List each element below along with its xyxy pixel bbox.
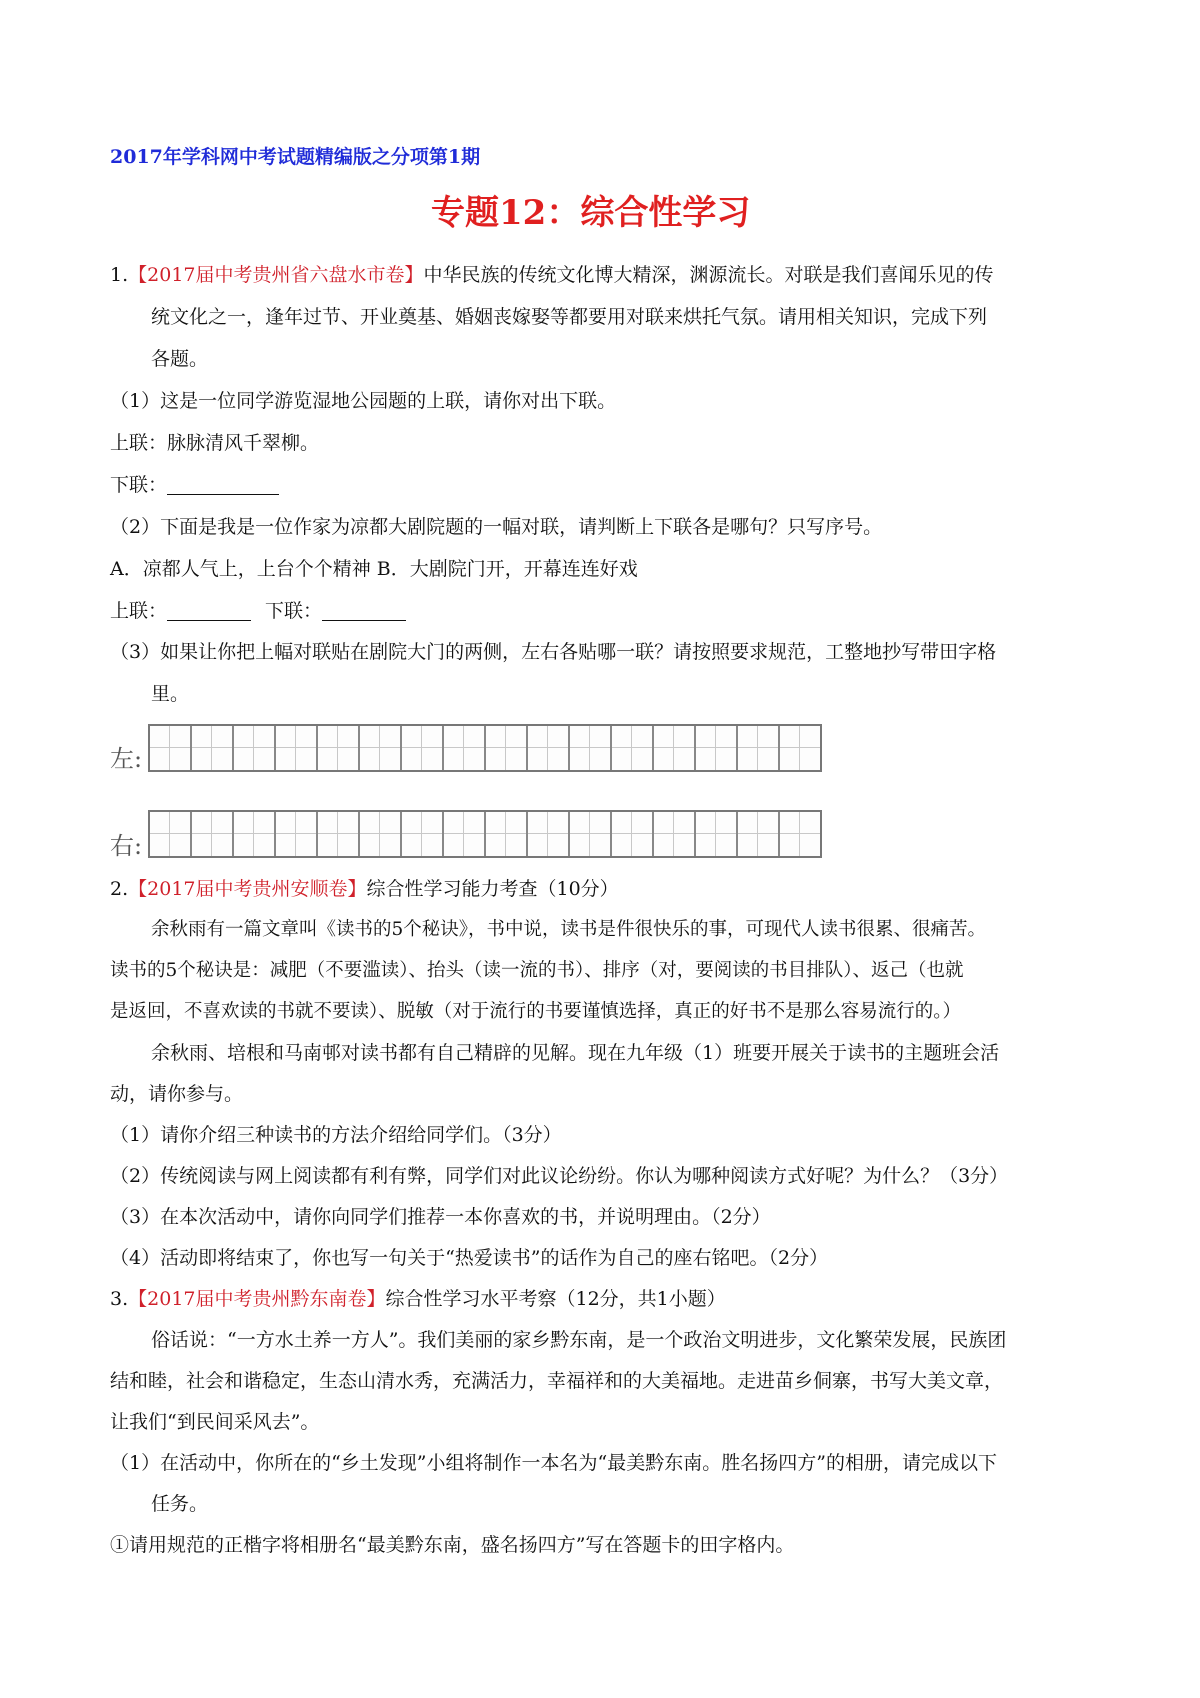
grid-cell[interactable] <box>402 726 444 770</box>
grid-cell[interactable] <box>696 812 738 856</box>
grid-cell[interactable] <box>528 812 570 856</box>
grid-cell[interactable] <box>150 726 192 770</box>
question-number: 3. <box>110 1288 129 1310</box>
grid-cell[interactable] <box>612 726 654 770</box>
grid-cell[interactable] <box>612 812 654 856</box>
q2-para1-line2: 读书的5个秘诀是：减肥（不要滥读）、抬头（读一流的书）、排序（对，要阅读的书目排队）、返己（也就 <box>110 960 964 981</box>
grid-left-label: 左: <box>110 745 143 773</box>
grid-cell[interactable] <box>444 726 486 770</box>
grid-cell[interactable] <box>780 812 820 856</box>
q1-part1: （1）这是一位同学游览湿地公园题的上联，请你对出下联。 <box>110 390 617 412</box>
tianzige-grid-left[interactable] <box>148 724 822 772</box>
q1-part2: （2）下面是我是一位作家为凉都大剧院题的一幅对联，请判断上下联各是哪句？只写序号。 <box>110 516 883 538</box>
question-1-line1 <box>110 266 994 285</box>
question-number: 2. <box>110 878 129 900</box>
grid-cell[interactable] <box>192 726 234 770</box>
q2-part3: （3）在本次活动中，请你向同学们推荐一本你喜欢的书，并说明理由。（2分） <box>110 1206 771 1228</box>
q3-sub1: ①请用规范的正楷字将相册名“最美黔东南，盛名扬四方”写在答题卡的田字格内。 <box>110 1534 795 1556</box>
grid-cell[interactable] <box>486 726 528 770</box>
grid-cell[interactable] <box>570 812 612 856</box>
answer-blank-shang[interactable] <box>167 602 251 621</box>
question-1-line2: 统文化之一，逢年过节、开业奠基、婚姻丧嫁娶等都要用对联来烘托气氛。请用相关知识，完成下列 <box>151 306 988 328</box>
q2-part4: （4）活动即将结束了，你也写一句关于“热爱读书”的话作为自己的座右铭吧。（2分） <box>110 1247 829 1269</box>
grid-cell[interactable] <box>234 812 276 856</box>
q1-shanglian: 上联：脉脉清风千翠柳。 <box>110 432 320 454</box>
q2-part2: （2）传统阅读与网上阅读都有利有弊，同学们对此议论纷纷。你认为哪种阅读方式好呢？为什么？（3分） <box>110 1165 1009 1187</box>
answer-shang-label: 上联： <box>110 600 168 622</box>
q2-para2-line2: 动，请你参与。 <box>110 1083 244 1105</box>
page-title: 专题12：综合性学习 <box>431 193 751 233</box>
question-number: 1. <box>110 264 129 286</box>
grid-cell[interactable] <box>528 726 570 770</box>
answer-xia-label: 下联： <box>265 600 323 622</box>
q2-para1-line3: 是返回，不喜欢读的书就不要读）、脱敏（对于流行的书要谨慎选择，真正的好书不是那么容易流行的。） <box>110 1001 962 1022</box>
question-source: 【2017届中考贵州安顺卷】 <box>128 878 367 900</box>
grid-cell[interactable] <box>318 726 360 770</box>
q2-para1-line1: 余秋雨有一篇文章叫《读书的5个秘诀》，书中说，读书是件很快乐的事，可现代人读书很累、很痛苦。 <box>151 919 987 940</box>
series-heading: 2017年学科网中考试题精编版之分项第1期 <box>110 146 481 168</box>
q1-options: A．凉都人气上，上台个个精神 B．大剧院门开，开幕连连好戏 <box>110 558 638 580</box>
grid-cell[interactable] <box>276 812 318 856</box>
question-stem: 综合性学习水平考察（12分，共1小题） <box>385 1288 726 1310</box>
grid-cell[interactable] <box>150 812 192 856</box>
q1-part3-line1: （3）如果让你把上幅对联贴在剧院大门的两侧，左右各贴哪一联？请按照要求规范，工整地抄写带田字格 <box>110 641 997 663</box>
question-3-line1 <box>110 1290 726 1309</box>
question-source: 【2017届中考贵州黔东南卷】 <box>128 1288 386 1310</box>
answer-blank[interactable] <box>167 476 279 495</box>
question-source: 【2017届中考贵州省六盘水市卷】 <box>128 264 424 286</box>
grid-cell[interactable] <box>276 726 318 770</box>
grid-cell[interactable] <box>738 726 780 770</box>
q3-para-line1: 俗话说：“一方水土养一方人”。我们美丽的家乡黔东南，是一个政治文明进步，文化繁荣发展，民族团 <box>151 1329 1007 1351</box>
q2-part1: （1）请你介绍三种读书的方法介绍给同学们。（3分） <box>110 1124 562 1146</box>
grid-cell[interactable] <box>738 812 780 856</box>
question-1-line3: 各题。 <box>151 348 209 370</box>
q2-para2-line1: 余秋雨、培根和马南邨对读书都有自己精辟的见解。现在九年级（1）班要开展关于读书的主题班会活 <box>151 1042 1000 1064</box>
q1-xialian-row <box>110 476 279 495</box>
grid-cell[interactable] <box>444 812 486 856</box>
grid-cell[interactable] <box>780 726 820 770</box>
q3-para-line3: 让我们“到民间采风去”。 <box>110 1411 320 1433</box>
q1-answer-row <box>110 602 406 621</box>
grid-cell[interactable] <box>570 726 612 770</box>
grid-cell[interactable] <box>654 726 696 770</box>
grid-cell[interactable] <box>696 726 738 770</box>
grid-cell[interactable] <box>360 726 402 770</box>
q1-part3-line2: 里。 <box>151 683 190 705</box>
question-stem: 中华民族的传统文化博大精深，渊源流长。对联是我们喜闻乐见的传 <box>423 264 994 286</box>
tianzige-grid-right[interactable] <box>148 810 822 858</box>
q1-xialian-label: 下联： <box>110 474 168 496</box>
question-stem: 综合性学习能力考查（10分） <box>366 878 619 900</box>
grid-cell[interactable] <box>318 812 360 856</box>
grid-cell[interactable] <box>402 812 444 856</box>
grid-cell[interactable] <box>360 812 402 856</box>
q3-part1-line1: （1）在活动中，你所在的“乡土发现”小组将制作一本名为“最美黔东南。胜名扬四方”的相册，请完成以下 <box>110 1452 997 1474</box>
answer-blank-xia[interactable] <box>322 602 406 621</box>
grid-cell[interactable] <box>486 812 528 856</box>
question-2-line1 <box>110 880 619 899</box>
q3-para-line2: 结和睦，社会和谐稳定，生态山清水秀，充满活力，幸福祥和的大美福地。走进苗乡侗寨，书写大美文章， <box>110 1370 1004 1392</box>
grid-cell[interactable] <box>654 812 696 856</box>
grid-cell[interactable] <box>192 812 234 856</box>
grid-cell[interactable] <box>234 726 276 770</box>
q3-part1-line2: 任务。 <box>151 1493 209 1515</box>
grid-right-label: 右: <box>110 832 143 860</box>
